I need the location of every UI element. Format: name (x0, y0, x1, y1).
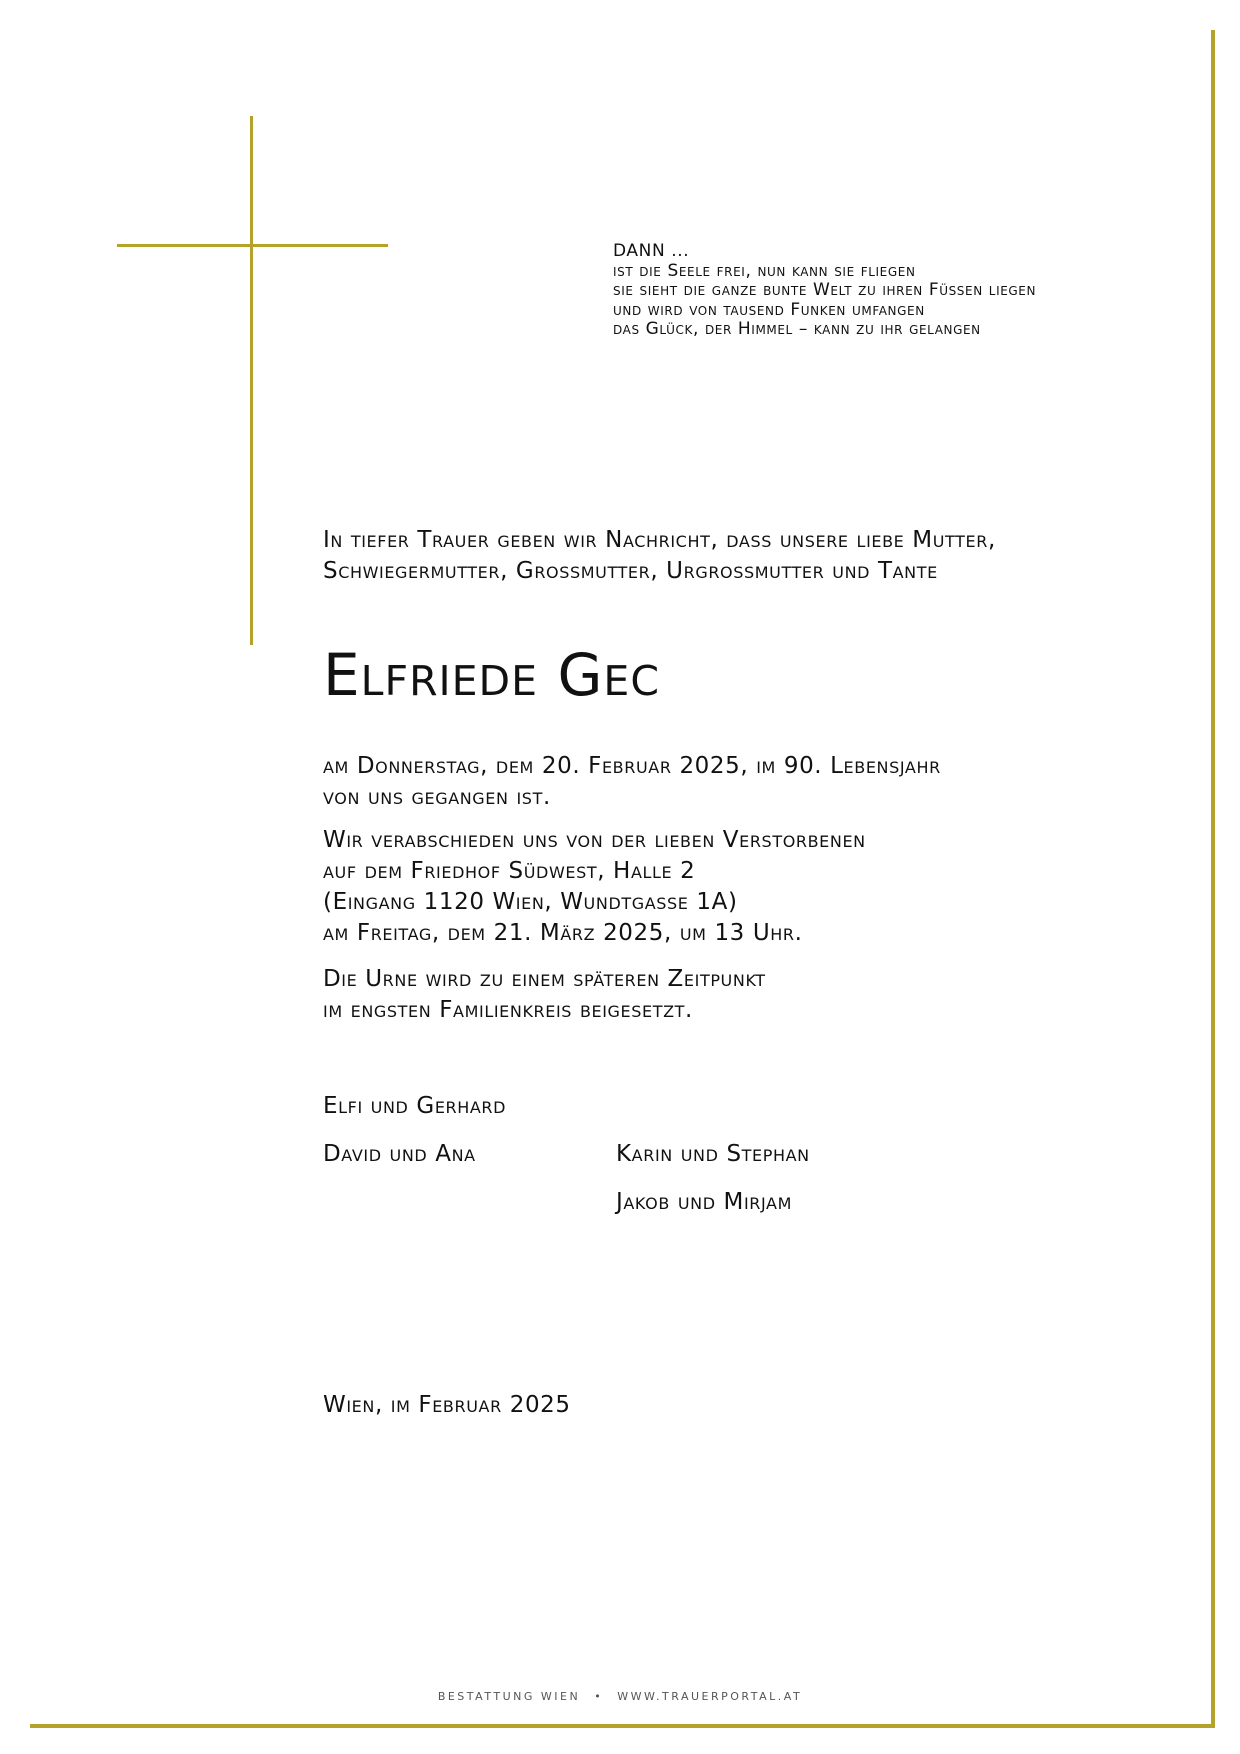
poem-line: das Glück, der Himmel – kann zu ihr gelangen (613, 319, 981, 339)
poem-line: ist die Seele frei, nun kann sie fliegen (613, 260, 916, 281)
funeral-details (323, 825, 1183, 949)
footer-website-link[interactable]: WWW.TRAUERPORTAL.AT (617, 1690, 803, 1703)
family-member: David und Ana (323, 1141, 476, 1167)
funeral-line: am Freitag, dem 21. März 2025, um 13 Uhr. (323, 920, 803, 946)
footer-funeral-home: BESTATTUNG WIEN (437, 1690, 581, 1703)
poem-line: sie sieht die ganze bunte Welt zu ihren Füssen liegen (613, 280, 1037, 300)
death-notice (323, 751, 1183, 813)
intro-line: Schwiegermutter, Grossmutter, Urgrossmutter und Tante (323, 558, 938, 584)
family-member: Jakob und Mirjam (616, 1189, 793, 1215)
family-left-column (323, 1139, 476, 1170)
family-right-column (616, 1139, 810, 1235)
urn-notice (323, 964, 1183, 1026)
funeral-line: Wir verabschieden uns von der lieben Verstorbenen (323, 827, 866, 853)
family-member: Karin und Stephan (616, 1141, 810, 1167)
funeral-line: (Eingang 1120 Wien, Wundtgasse 1A) (323, 889, 738, 915)
cross-horizontal-bar (117, 244, 388, 247)
cross-vertical-bar (250, 116, 253, 645)
frame-bottom-line (30, 1724, 1215, 1728)
intro-text (323, 525, 1183, 587)
place-date (323, 1390, 1183, 1421)
urn-line: Die Urne wird zu einem späteren Zeitpunkt (323, 966, 766, 992)
footer (0, 1690, 1240, 1703)
funeral-line: auf dem Friedhof Südwest, Halle 2 (323, 858, 696, 884)
urn-line: im engsten Familienkreis beigesetzt. (323, 997, 693, 1023)
death-line: am Donnerstag, dem 20. Februar 2025, im 90. Lebensjahr (323, 753, 941, 779)
poem-line: DANN ... (613, 241, 690, 261)
place-date-text: Wien, im Februar 2025 (323, 1392, 571, 1418)
poem-line: und wird von tausend Funken umfangen (613, 299, 925, 320)
footer-separator: • (594, 1690, 604, 1703)
poem (613, 242, 1173, 340)
family-member: Elfi und Gerhard (323, 1093, 507, 1119)
death-line: von uns gegangen ist. (323, 784, 551, 810)
deceased-name: Elfriede Gec (323, 641, 660, 709)
frame-right-line (1211, 30, 1215, 1728)
intro-line: In tiefer Trauer geben wir Nachricht, dass unsere liebe Mutter, (323, 527, 996, 553)
family-first (323, 1091, 1183, 1122)
